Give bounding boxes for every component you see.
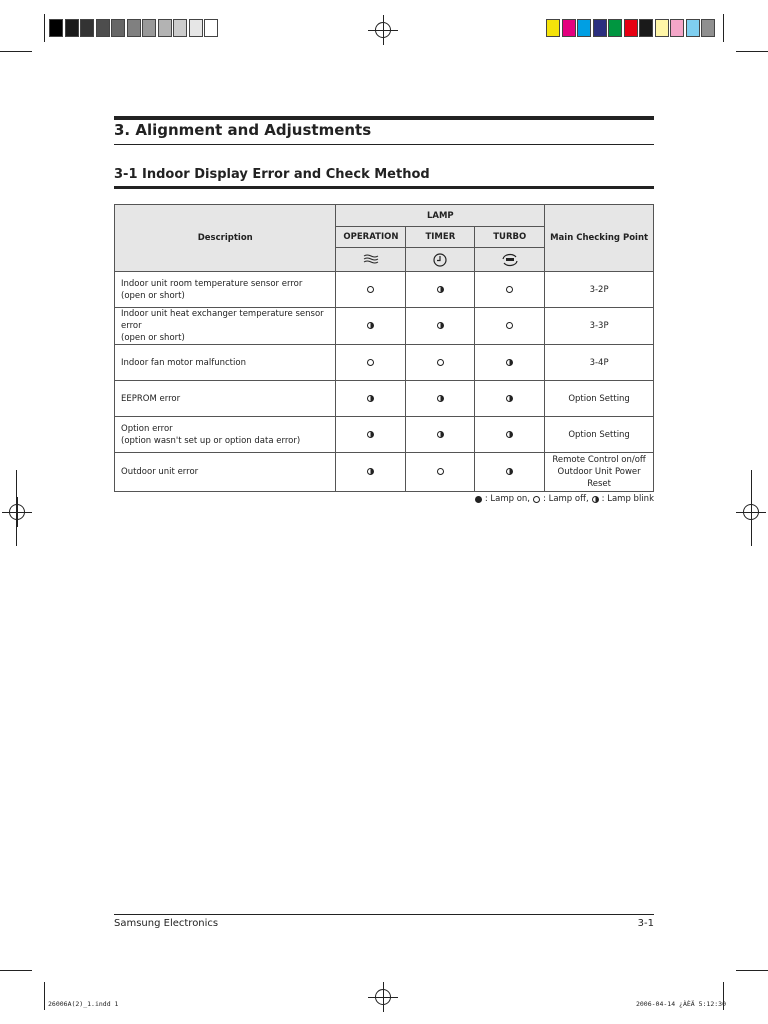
timer-lamp-cell (406, 345, 475, 381)
color-swatch (158, 19, 172, 37)
color-swatch (593, 19, 607, 37)
color-swatch (608, 19, 622, 37)
title-rule (114, 116, 654, 120)
description-line: (open or short) (121, 290, 185, 301)
slug-filename: 26006A(2)_1.indd 1 (48, 1000, 119, 1008)
color-swatch (80, 19, 94, 37)
checking-point-line: Outdoor Unit Power Reset (557, 467, 641, 489)
operation-lamp-cell (336, 308, 406, 345)
table-row (115, 308, 654, 345)
lamp-legend (475, 494, 654, 504)
turbo-lamp-cell (475, 381, 545, 417)
lamp-off-icon (367, 286, 374, 293)
lamp-blink-icon (437, 395, 444, 402)
lamp-blink-icon (506, 431, 513, 438)
footer-rule (114, 914, 654, 915)
checking-point-line: 3-3P (589, 321, 609, 331)
color-swatch (655, 19, 669, 37)
registration-mark-icon (368, 15, 398, 45)
description-line: EEPROM error (121, 393, 181, 404)
table-row (115, 381, 654, 417)
lamp-blink-icon (367, 431, 374, 438)
registration-mark-icon (368, 982, 398, 1012)
color-swatch (577, 19, 591, 37)
timer-clock-icon (433, 253, 447, 267)
main-checking-point (545, 381, 654, 417)
timer-lamp-cell (406, 272, 475, 308)
checking-point-line: Option Setting (568, 429, 630, 440)
lamp-blink-icon (506, 395, 513, 402)
section-rule (114, 186, 654, 189)
timer-lamp-cell (406, 417, 475, 453)
slug-timestamp: 2006-04-14 ¿ÀÈÄ 5:12:30 (635, 1000, 726, 1008)
error-description (115, 272, 336, 308)
description-header: Description (115, 205, 336, 272)
operation-lamp-cell (336, 381, 406, 417)
section-title: 3-1 Indoor Display Error and Check Method (114, 167, 430, 182)
color-swatch (546, 19, 560, 37)
turbo-lamp-cell (475, 272, 545, 308)
color-swatch (189, 19, 203, 37)
turbo-lamp-cell (475, 345, 545, 381)
turbo-header: TURBO (475, 227, 545, 248)
operation-icon-cell (336, 248, 406, 272)
timer-icon-cell (406, 248, 475, 272)
description-line: Outdoor unit error (121, 467, 199, 477)
table-row (115, 453, 654, 492)
error-description (115, 381, 336, 417)
turbo-icon-cell (475, 248, 545, 272)
color-swatch (670, 19, 684, 37)
checking-point-line: Remote Control on/off (552, 455, 646, 465)
lamp-off-icon (367, 359, 374, 366)
checking-point-line: Option Setting (568, 393, 630, 404)
checking-point-line: 3-2P (589, 284, 609, 295)
registration-mark-icon (2, 497, 32, 527)
timer-header: TIMER (406, 227, 475, 248)
color-swatch (142, 19, 156, 37)
color-swatch (65, 19, 79, 37)
page-number: 3-1 (637, 918, 654, 929)
legend-off-label: : Lamp off, (543, 494, 589, 504)
color-swatch (204, 19, 218, 37)
table-row (115, 417, 654, 453)
color-swatch (96, 19, 110, 37)
main-checking-point-header: Main Checking Point (545, 205, 654, 272)
lamp-blink-icon (592, 496, 599, 503)
main-checking-point (545, 308, 654, 345)
turbo-lamp-cell (475, 453, 545, 492)
main-checking-point (545, 345, 654, 381)
description-line: (open or short) (121, 333, 185, 343)
description-line: Option error (121, 423, 173, 434)
operation-lamp-cell (336, 453, 406, 492)
color-swatch (701, 19, 715, 37)
lamp-blink-icon (437, 431, 444, 438)
lamp-blink-icon (367, 322, 374, 329)
operation-lamp-cell (336, 272, 406, 308)
title-underline (114, 144, 654, 145)
operation-header: OPERATION (336, 227, 406, 248)
description-line: (option wasn't set up or option data error) (121, 435, 301, 446)
lamp-blink-icon (437, 286, 444, 293)
legend-blink-label: : Lamp blink (601, 494, 654, 504)
lamp-blink-icon (367, 395, 374, 402)
description-line: Indoor unit room temperature sensor error (121, 278, 303, 289)
timer-lamp-cell (406, 308, 475, 345)
table-row (115, 345, 654, 381)
error-description (115, 453, 336, 492)
legend-on-label: : Lamp on, (484, 494, 531, 504)
timer-lamp-cell (406, 381, 475, 417)
color-swatch (639, 19, 653, 37)
table-row (115, 272, 654, 308)
lamp-blink-icon (437, 322, 444, 329)
lamp-header: LAMP (336, 205, 545, 227)
lamp-blink-icon (506, 468, 513, 475)
color-swatch (173, 19, 187, 37)
turbo-lamp-cell (475, 417, 545, 453)
footer-company: Samsung Electronics (114, 918, 219, 929)
lamp-off-icon (506, 322, 513, 329)
checking-point-line: 3-4P (589, 357, 609, 368)
turbo-lamp-cell (475, 308, 545, 345)
turbo-icon (501, 253, 519, 267)
lamp-off-icon (506, 286, 513, 293)
lamp-on-icon (475, 496, 482, 503)
error-table (114, 204, 654, 492)
lamp-blink-icon (506, 359, 513, 366)
operation-lamp-cell (336, 345, 406, 381)
lamp-off-icon (437, 468, 444, 475)
error-description (115, 308, 336, 345)
color-swatch (127, 19, 141, 37)
operation-wave-icon (363, 254, 379, 264)
error-description (115, 345, 336, 381)
operation-lamp-cell (336, 417, 406, 453)
error-description (115, 417, 336, 453)
color-swatch (624, 19, 638, 37)
main-checking-point (545, 272, 654, 308)
lamp-blink-icon (367, 468, 374, 475)
main-checking-point (545, 417, 654, 453)
description-line: Indoor fan motor malfunction (121, 357, 246, 368)
main-checking-point (545, 453, 654, 492)
color-swatch (111, 19, 125, 37)
lamp-off-icon (437, 359, 444, 366)
timer-lamp-cell (406, 453, 475, 492)
lamp-off-icon (533, 496, 540, 503)
description-line: Indoor unit heat exchanger temperature sensor error (121, 309, 324, 331)
color-swatch (49, 19, 63, 37)
chapter-title: 3. Alignment and Adjustments (114, 121, 372, 139)
color-swatch (562, 19, 576, 37)
color-swatch (686, 19, 700, 37)
